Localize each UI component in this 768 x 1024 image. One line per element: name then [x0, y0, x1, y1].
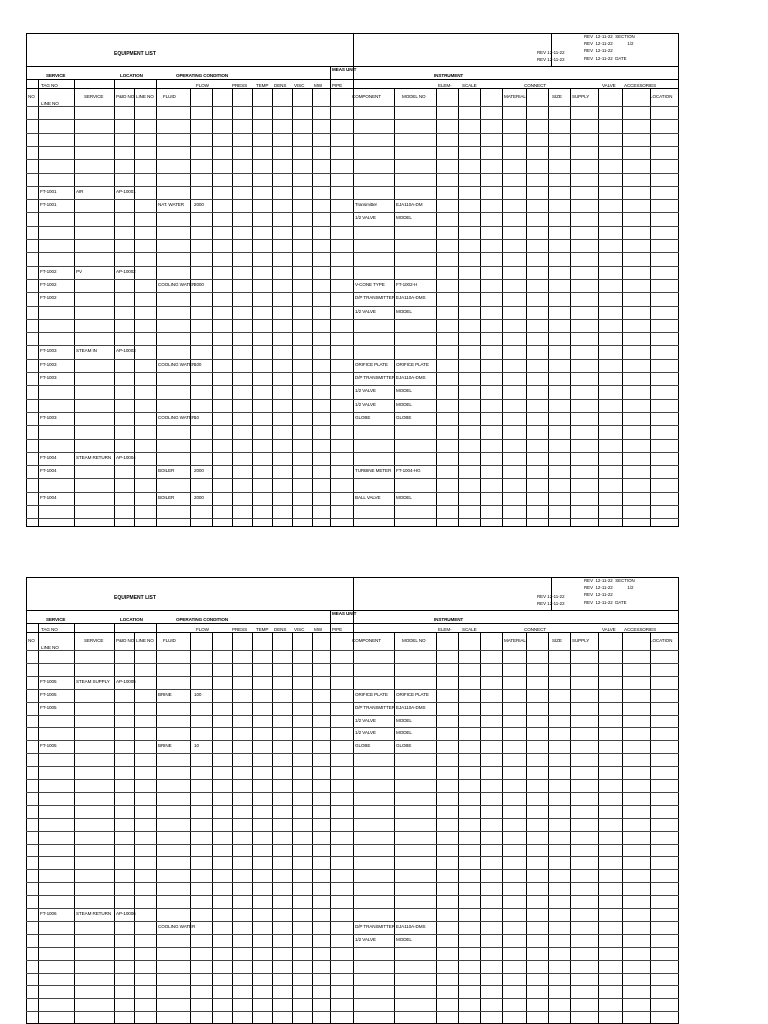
cell-model: MODEL: [396, 494, 412, 500]
cell-component: GLOBE: [355, 414, 371, 420]
cell-flow: 10: [194, 743, 199, 749]
cell-fluid: COOLING WATER: [158, 281, 196, 287]
row-divider: [26, 146, 679, 147]
hdr-instrument: INSTRUMENT: [434, 617, 464, 622]
cell-service: STEAM IN: [76, 348, 97, 354]
cell-component: ORIFICE PLATE: [355, 361, 388, 367]
col-size: SIZE: [552, 94, 562, 99]
cell-service: STEAM SUPPLY: [76, 678, 110, 684]
cell-component: 1/2 VALVE: [355, 717, 376, 723]
cell-model: FT-1002-H: [396, 281, 418, 287]
cell-tag: FT-1004: [40, 494, 57, 500]
row-divider: [26, 332, 679, 333]
cell-model: EJA110A-DMS: [396, 704, 426, 710]
cell-model: MODEL: [396, 308, 412, 314]
cell-component: D/P TRANSMITTER: [355, 295, 395, 301]
row-divider: [26, 345, 679, 346]
row-divider: [26, 973, 679, 974]
doc-title: EQUIPMENT LIST: [114, 51, 156, 57]
row-divider: [26, 844, 679, 845]
cell-tag: FT-1003: [40, 375, 57, 380]
cell-pid: AP-10004: [116, 454, 136, 460]
col-pid: P&ID NO: [116, 638, 135, 643]
row-divider: [26, 689, 679, 690]
cell-tag: FT-1002: [40, 295, 57, 301]
cell-fluid: COOLING WATER: [158, 361, 196, 367]
cell-component: D/P TRANSMITTER: [355, 704, 395, 710]
row-divider: [26, 478, 679, 479]
sheet-page-2: [26, 577, 679, 1024]
row-divider: [26, 452, 679, 453]
col-temp: TEMP: [256, 83, 269, 88]
col-temp: TEMP: [256, 627, 269, 632]
cell-component: 1/2 VALVE: [355, 936, 376, 942]
col-mw: MW: [314, 627, 322, 632]
cell-service: AIR: [76, 188, 84, 194]
hdr-service: SERVICE: [46, 617, 66, 622]
cell-tag: FT-1003: [40, 348, 57, 354]
col-service: SERVICE: [84, 638, 104, 643]
cell-service: STEAM RETURN: [76, 911, 112, 916]
row-divider: [26, 831, 679, 832]
col-no: NO: [28, 638, 35, 643]
row-divider: [26, 279, 679, 280]
row-divider: [26, 908, 679, 909]
cell-component: 1/2 VALVE: [355, 388, 376, 394]
hdr-location: LOCATION: [120, 617, 143, 622]
revision-block: REV 12-11-22 SECTION REV 12-11-22 1/2 REV 12-11-22 REV 12-11-22 DATE: [584, 34, 635, 61]
col-line-no: LINE NO: [41, 101, 59, 106]
col-component: COMPONENT: [352, 94, 381, 99]
cell-component: 1/2 VALVE: [355, 401, 376, 407]
row-divider: [26, 934, 679, 935]
col-flow: FLOW: [196, 83, 209, 88]
cell-tag: FT-1003: [40, 414, 57, 420]
cell-model: MODEL: [396, 936, 412, 942]
cell-model: EJA110A-DM: [396, 202, 423, 208]
cell-model: EJA110A-DMS: [396, 923, 426, 929]
cell-component: D/P TRANSMITTER: [355, 375, 395, 380]
row-divider: [26, 239, 679, 240]
cell-model: MODEL: [396, 401, 412, 407]
doc-title: EQUIPMENT LIST: [114, 595, 156, 601]
col-dens: DENS: [274, 83, 287, 88]
cell-flow: 2000: [194, 468, 204, 474]
row-divider: [26, 766, 679, 767]
col-supply: SUPPLY: [572, 94, 590, 99]
cell-flow: 2000: [194, 281, 204, 287]
cell-component: Transmitter: [355, 202, 377, 208]
row-divider: [26, 779, 679, 780]
row-divider: [26, 412, 679, 413]
row-divider: [26, 805, 679, 806]
cell-tag: FT-1002: [40, 268, 57, 274]
row-divider: [26, 740, 679, 741]
row-divider: [26, 173, 679, 174]
row-divider: [26, 895, 679, 896]
col-pipe: PIPE: [332, 627, 343, 632]
cell-model: GLOBE: [396, 743, 412, 749]
cell-component: ORIFICE PLATE: [355, 691, 388, 697]
cell-flow: 100: [194, 361, 202, 367]
col-fluid: FLUID: [163, 94, 176, 99]
sheet-page-1: [26, 33, 679, 527]
row-divider: [26, 856, 679, 857]
row-divider: [26, 159, 679, 160]
row-divider: [26, 702, 679, 703]
cell-pid: AP-10005: [116, 678, 136, 684]
row-divider: [26, 439, 679, 440]
cell-component: 1/2 VALVE: [355, 308, 376, 314]
cell-model: GLOBE: [396, 414, 412, 420]
hdr-location: LOCATION: [120, 73, 143, 78]
cell-model: ORIFICE PLATE: [396, 691, 429, 697]
cell-model: ORIFICE PLATE: [396, 361, 429, 367]
row-divider: [26, 226, 679, 227]
col-model: MODEL NO: [402, 638, 426, 643]
cell-tag: FT-1002: [40, 281, 57, 287]
cell-tag: FT-1005: [40, 704, 57, 710]
col-line-no: LINE NO: [41, 645, 59, 650]
cell-fluid: COOLING WATER: [158, 414, 196, 420]
revision-block-left: REV 12-11-22 REV 12-11-22: [537, 594, 565, 607]
col-connect: CONNECT: [524, 627, 547, 632]
col-component: COMPONENT: [352, 638, 381, 643]
row-divider: [26, 306, 679, 307]
col-accessories: ACCESSORIES: [624, 83, 657, 88]
row-divider: [26, 869, 679, 870]
cell-model: EJA110A-DMS: [396, 295, 426, 301]
row-divider: [26, 292, 679, 293]
row-divider: [26, 186, 679, 187]
cell-pid: AP-10003: [116, 348, 136, 354]
col-scale: SCALE: [462, 83, 477, 88]
row-divider: [26, 505, 679, 506]
cell-flow: 2000: [194, 202, 204, 208]
row-divider: [26, 372, 679, 373]
cell-component: 1/2 VALVE: [355, 215, 376, 221]
hdr-meas-unit: MEAS UNIT: [332, 611, 357, 616]
col-pipe: PIPE: [332, 83, 343, 88]
cell-model: FT-1004-HG: [396, 468, 421, 474]
col-press: PRESS: [232, 83, 248, 88]
row-divider: [26, 199, 679, 200]
cell-component: BALL VALVE: [355, 494, 381, 500]
col-elem: ELEM-: [438, 627, 452, 632]
row-divider: [26, 359, 679, 360]
col-location: LOCATION: [650, 638, 673, 643]
row-divider: [26, 985, 679, 986]
row-divider: [26, 319, 679, 320]
row-divider: [26, 676, 679, 677]
cell-component: D/P TRANSMITTER: [355, 923, 395, 929]
row-divider: [26, 715, 679, 716]
col-accessories: ACCESSORIES: [624, 627, 657, 632]
row-divider: [26, 266, 679, 267]
cell-model: MODEL: [396, 730, 412, 736]
col-elem: ELEM-: [438, 83, 452, 88]
hdr-service: SERVICE: [46, 73, 66, 78]
col-location: LOCATION: [650, 94, 673, 99]
cell-model: EJA110A-DMS: [396, 375, 426, 380]
cell-pid: AP-10006: [116, 911, 136, 916]
col-tag-no: TAG NO: [41, 627, 58, 632]
row-divider: [26, 119, 679, 120]
col-material: MATERIAL: [504, 94, 526, 99]
cell-service: PV: [76, 268, 82, 274]
col-scale: SCALE: [462, 627, 477, 632]
row-divider: [26, 385, 679, 386]
col-flow: FLOW: [196, 627, 209, 632]
revision-block-left: REV 12-11-22 REV 12-11-22: [537, 50, 565, 63]
cell-service: STEAM RETURN: [76, 454, 112, 460]
cell-tag: FT-1004: [40, 468, 57, 474]
row-divider: [26, 792, 679, 793]
row-divider: [26, 518, 679, 519]
cell-tag: FT-1001: [40, 202, 57, 208]
row-divider: [26, 492, 679, 493]
cell-component: GLOBE: [355, 743, 371, 749]
col-no: NO: [28, 94, 35, 99]
cell-tag: FT-1001: [40, 188, 57, 194]
col-dens: DENS: [274, 627, 287, 632]
cell-model: MODEL: [396, 215, 412, 221]
cell-flow: 100: [194, 691, 202, 697]
cell-model: MODEL: [396, 717, 412, 723]
col-visc: VISC: [294, 83, 305, 88]
hdr-instrument: INSTRUMENT: [434, 73, 464, 78]
cell-flow: 2000: [194, 494, 204, 500]
cell-pid: AP-10001: [116, 188, 136, 194]
cell-fluid: NAT. WATER: [158, 202, 184, 208]
row-divider: [26, 882, 679, 883]
hdr-operating: OPERATING CONDITION: [176, 73, 229, 78]
cell-fluid: BRINE: [158, 691, 172, 697]
cell-tag: FT-1006: [40, 911, 57, 916]
col-mw: MW: [314, 83, 322, 88]
revision-block: REV 12-11-22 SECTION REV 12-11-22 1/2 REV 12-11-22 REV 12-11-22 DATE: [584, 578, 635, 605]
cell-tag: FT-1005: [40, 691, 57, 697]
row-divider: [26, 425, 679, 426]
col-press: PRESS: [232, 627, 248, 632]
col-line: LINE NO: [136, 94, 154, 99]
cell-fluid: BOILER: [158, 494, 175, 500]
col-visc: VISC: [294, 627, 305, 632]
cell-tag: FT-1003: [40, 361, 57, 367]
col-valve: VALVE: [602, 627, 616, 632]
row-divider: [26, 399, 679, 400]
row-divider: [26, 106, 679, 107]
col-fluid: FLUID: [163, 638, 176, 643]
row-divider: [26, 133, 679, 134]
row-divider: [26, 663, 679, 664]
row-divider: [26, 818, 679, 819]
col-service: SERVICE: [84, 94, 104, 99]
row-divider: [26, 212, 679, 213]
cell-tag: FT-1005: [40, 678, 57, 684]
col-model: MODEL NO: [402, 94, 426, 99]
cell-fluid: BRINE: [158, 743, 172, 749]
col-pid: P&ID NO: [116, 94, 135, 99]
row-divider: [26, 1011, 679, 1012]
hdr-operating: OPERATING CONDITION: [176, 617, 229, 622]
col-connect: CONNECT: [524, 83, 547, 88]
cell-fluid: BOILER: [158, 468, 175, 474]
cell-model: MODEL: [396, 388, 412, 394]
cell-fluid: COOLING WATER: [158, 923, 196, 929]
col-line: LINE NO: [136, 638, 154, 643]
row-divider: [26, 252, 679, 253]
col-tag-no: TAG NO: [41, 83, 58, 88]
cell-component: V-CONE TYPE: [355, 281, 385, 287]
row-divider: [26, 753, 679, 754]
cell-tag: FT-1004: [40, 454, 57, 460]
col-supply: SUPPLY: [572, 638, 590, 643]
cell-pid: AP-10002: [116, 268, 136, 274]
row-divider: [26, 650, 679, 651]
cell-component: TURBINE METER: [355, 468, 392, 474]
cell-flow: 10: [194, 414, 199, 420]
cell-tag: FT-1005: [40, 743, 57, 749]
col-size: SIZE: [552, 638, 562, 643]
col-material: MATERIAL: [504, 638, 526, 643]
row-divider: [26, 960, 679, 961]
row-divider: [26, 727, 679, 728]
row-divider: [26, 465, 679, 466]
col-valve: VALVE: [602, 83, 616, 88]
row-divider: [26, 947, 679, 948]
row-divider: [26, 921, 679, 922]
cell-component: 1/2 VALVE: [355, 730, 376, 736]
hdr-meas-unit: MEAS UNIT: [332, 67, 357, 72]
row-divider: [26, 998, 679, 999]
